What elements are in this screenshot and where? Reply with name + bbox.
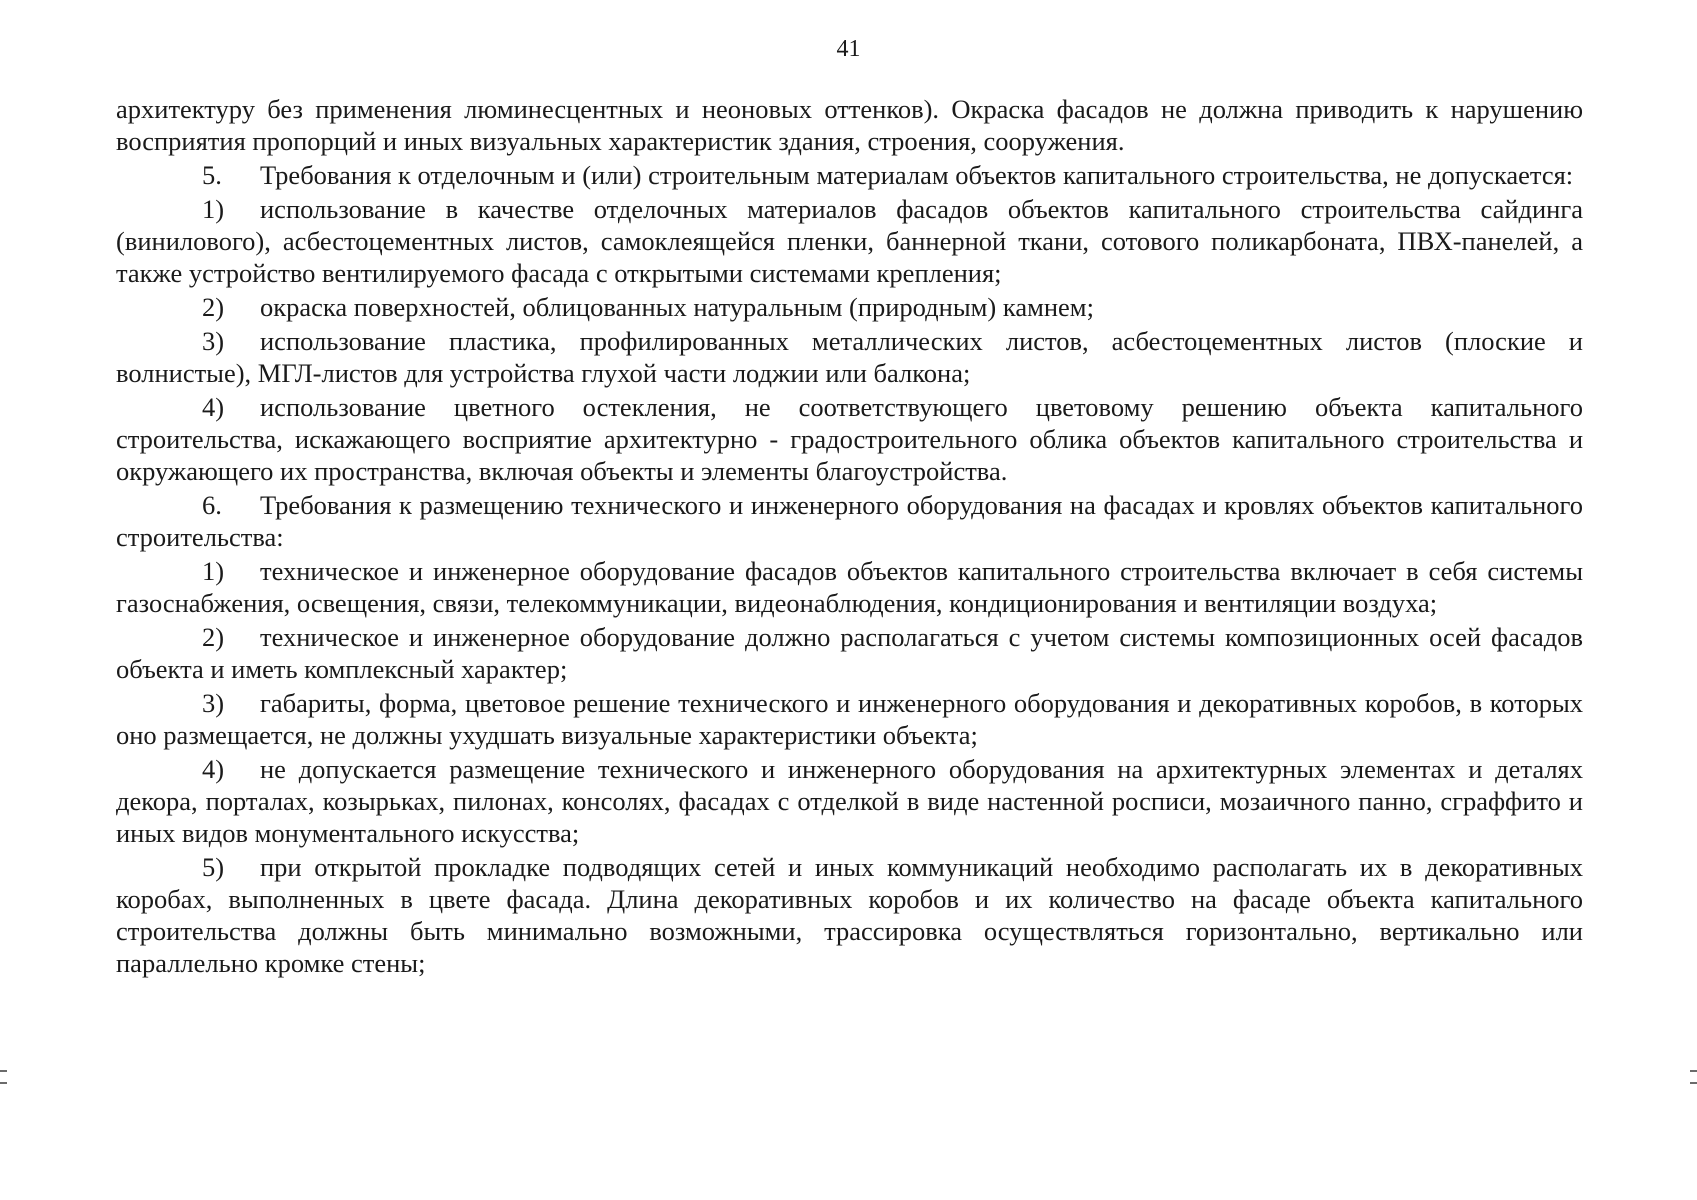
item-number: 4) <box>202 754 225 784</box>
paragraph-section-6 <box>116 489 1583 553</box>
section-number: 6. <box>202 490 222 520</box>
paragraph-text: использование пластика, профилированных металлических листов, асбестоцементных листов (плоские и волнистые), МГЛ-листов для устройства глухой части лоджии или балкона; <box>116 326 1583 388</box>
document-body <box>116 93 1583 981</box>
item-number: 3) <box>202 688 225 718</box>
item-number: 3) <box>202 326 225 356</box>
page-number: 41 <box>836 36 861 62</box>
paragraph-text: использование цветного остекления, не соответствующего цветовому решению объекта капитального строительства, искажающего восприятие архитектурно - градостроительного облика объектов капитального строительства и окружающего их пространства, включая объекты и элементы благоустройства. <box>116 392 1583 486</box>
item-number: 2) <box>202 292 225 322</box>
item-number: 4) <box>202 392 225 422</box>
paragraph-text: использование в качестве отделочных материалов фасадов объектов капитального строительства сайдинга (винилового), асбестоцементных листов, самоклеящейся пленки, баннерной ткани, сотового поликарбоната, ПВХ-панелей, а также устройство вентилируемого фасада с открытыми системами крепления; <box>116 194 1583 288</box>
list-item <box>116 851 1583 979</box>
paragraph-text: при открытой прокладке подводящих сетей и иных коммуникаций необходимо располагать их в декоративных коробах, выполненных в цвете фасада. Длина декоративных коробов и их количество на фасаде объекта капитального строительства должны быть минимально возможными, трассировка осуществляться горизонтально, вертикально или параллельно кромке стены; <box>116 852 1583 978</box>
list-item <box>116 193 1583 289</box>
paragraph-text: техническое и инженерное оборудование должно располагаться с учетом системы композиционных осей фасадов объекта и иметь комплексный характер; <box>116 622 1583 684</box>
scan-edge-mark-left <box>0 1082 7 1084</box>
paragraph-section-5 <box>116 159 1583 191</box>
list-item <box>116 291 1583 323</box>
scan-edge-mark-right <box>1690 1082 1697 1084</box>
scan-edge-mark-right <box>1690 1070 1697 1072</box>
item-number: 1) <box>202 556 225 586</box>
paragraph-text: не допускается размещение технического и инженерного оборудования на архитектурных элементах и деталях декора, порталах, козырьках, пилонах, консолях, фасадах с отделкой в виде настенной росписи, мозаичного панно, сграффито и иных видов монументального искусства; <box>116 754 1583 848</box>
paragraph-continuation <box>116 93 1583 157</box>
paragraph-text: габариты, форма, цветовое решение технического и инженерного оборудования и декоративных коробов, в которых оно размещается, не должны ухудшать визуальные характеристики объекта; <box>116 688 1583 750</box>
section-number: 5. <box>202 160 222 190</box>
list-item <box>116 391 1583 487</box>
list-item <box>116 687 1583 751</box>
paragraph-text: техническое и инженерное оборудование фасадов объектов капитального строительства включает в себя системы газоснабжения, освещения, связи, телекоммуникации, видеонаблюдения, кондиционирования и вентиляции воздуха; <box>116 556 1583 618</box>
scan-edge-mark-left <box>0 1070 7 1072</box>
item-number: 5) <box>202 852 225 882</box>
paragraph-text: Требования к отделочным и (или) строительным материалам объектов капитального строительства, не допускается: <box>260 160 1574 190</box>
paragraph-text: Требования к размещению технического и инженерного оборудования на фасадах и кровлях объектов капитального строительства: <box>116 490 1583 552</box>
item-number: 2) <box>202 622 225 652</box>
list-item <box>116 621 1583 685</box>
list-item <box>116 555 1583 619</box>
item-number: 1) <box>202 194 225 224</box>
paragraph-text: архитектуру без применения люминесцентных и неоновых оттенков). Окраска фасадов не должна приводить к нарушению восприятия пропорций и иных визуальных характеристик здания, строения, сооружения. <box>116 94 1583 156</box>
list-item <box>116 753 1583 849</box>
list-item <box>116 325 1583 389</box>
paragraph-text: окраска поверхностей, облицованных натуральным (природным) камнем; <box>260 292 1094 322</box>
